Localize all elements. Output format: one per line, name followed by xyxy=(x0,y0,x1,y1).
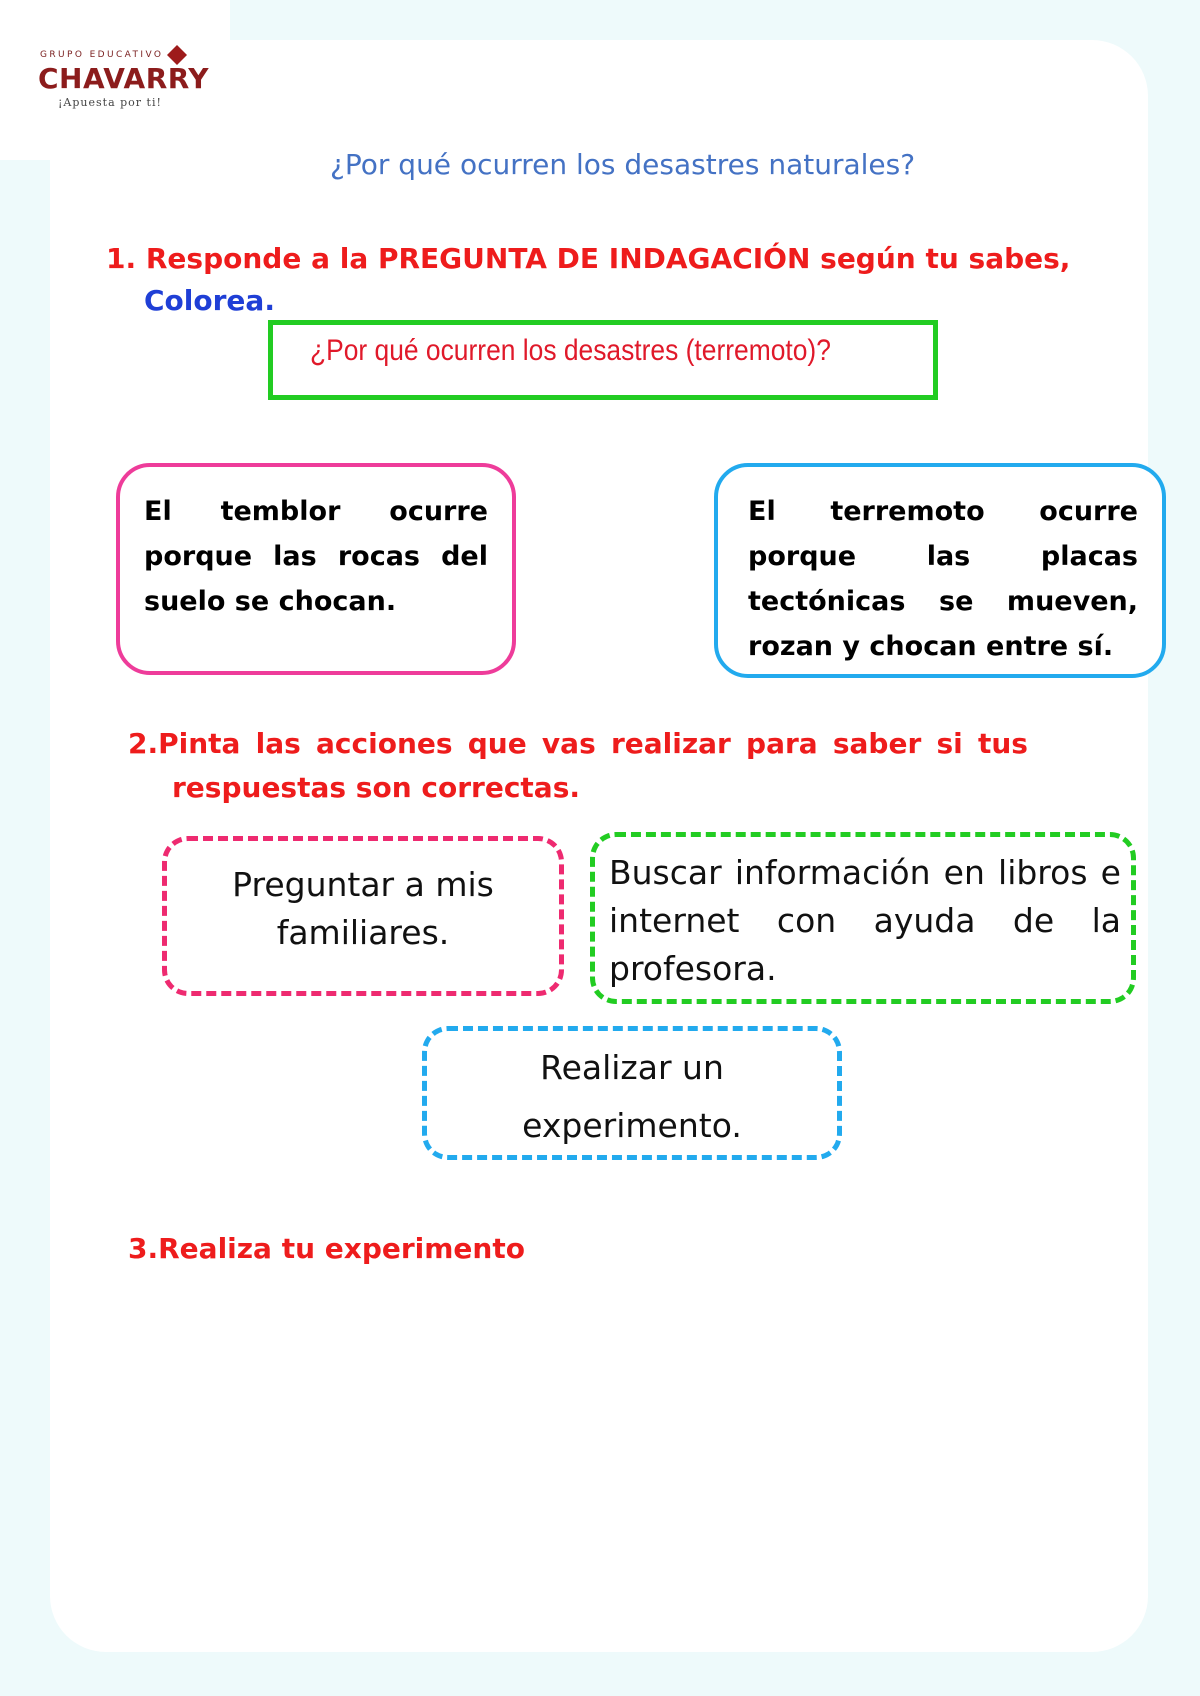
question-2-word: las xyxy=(255,727,301,760)
answer-box-terremoto: El terremoto ocurre porque las placas tectónicas se mueven, rozan y chocan entre sí. xyxy=(714,463,1166,678)
action-search-info-text: Buscar información en libros e internet con ayuda de la profesora. xyxy=(609,853,1121,988)
question-2-word: realizar xyxy=(610,727,731,760)
action-box-search-info[interactable] xyxy=(590,832,1136,1004)
action-box-ask-family[interactable] xyxy=(162,836,564,996)
question-2-line-1 xyxy=(128,722,1028,766)
inquiry-question: ¿Por qué ocurren los desastres (terremoto)? xyxy=(310,334,831,367)
question-2-word: vas xyxy=(541,727,596,760)
question-2-continuation: respuestas son correctas. xyxy=(172,771,580,804)
question-2-word: para xyxy=(746,727,818,760)
question-2-word: que xyxy=(467,727,527,760)
question-2-word: tus xyxy=(977,727,1028,760)
answer-box-temblor: El temblor ocurre porque las rocas del suelo se chocan. xyxy=(116,463,516,675)
question-1 xyxy=(106,238,1070,322)
page-title: ¿Por qué ocurren los desastres naturales? xyxy=(330,148,916,181)
question-3: 3.Realiza tu experimento xyxy=(128,1232,525,1265)
question-2-word: saber xyxy=(832,727,922,760)
action-experiment-text: Realizar un experimento. xyxy=(522,1048,742,1145)
question-2-word: acciones xyxy=(316,727,453,760)
action-ask-family-text: Preguntar a mis familiares. xyxy=(232,865,494,952)
logo-tagline: ¡Apuesta por ti! xyxy=(58,96,162,109)
question-1-text: 1. Responde a la PREGUNTA DE INDAGACIÓN según tu sabes, xyxy=(106,242,1071,275)
action-box-experiment[interactable] xyxy=(422,1026,842,1160)
logo-brand: CHAVARRY xyxy=(38,62,210,95)
school-logo xyxy=(38,40,210,110)
question-2 xyxy=(128,722,1028,810)
logo-group-label: GRUPO EDUCATIVO xyxy=(40,50,164,60)
question-1-continuation: Colorea. xyxy=(144,284,275,317)
question-2-word: 2.Pinta xyxy=(128,727,241,760)
question-2-word: si xyxy=(936,727,963,760)
